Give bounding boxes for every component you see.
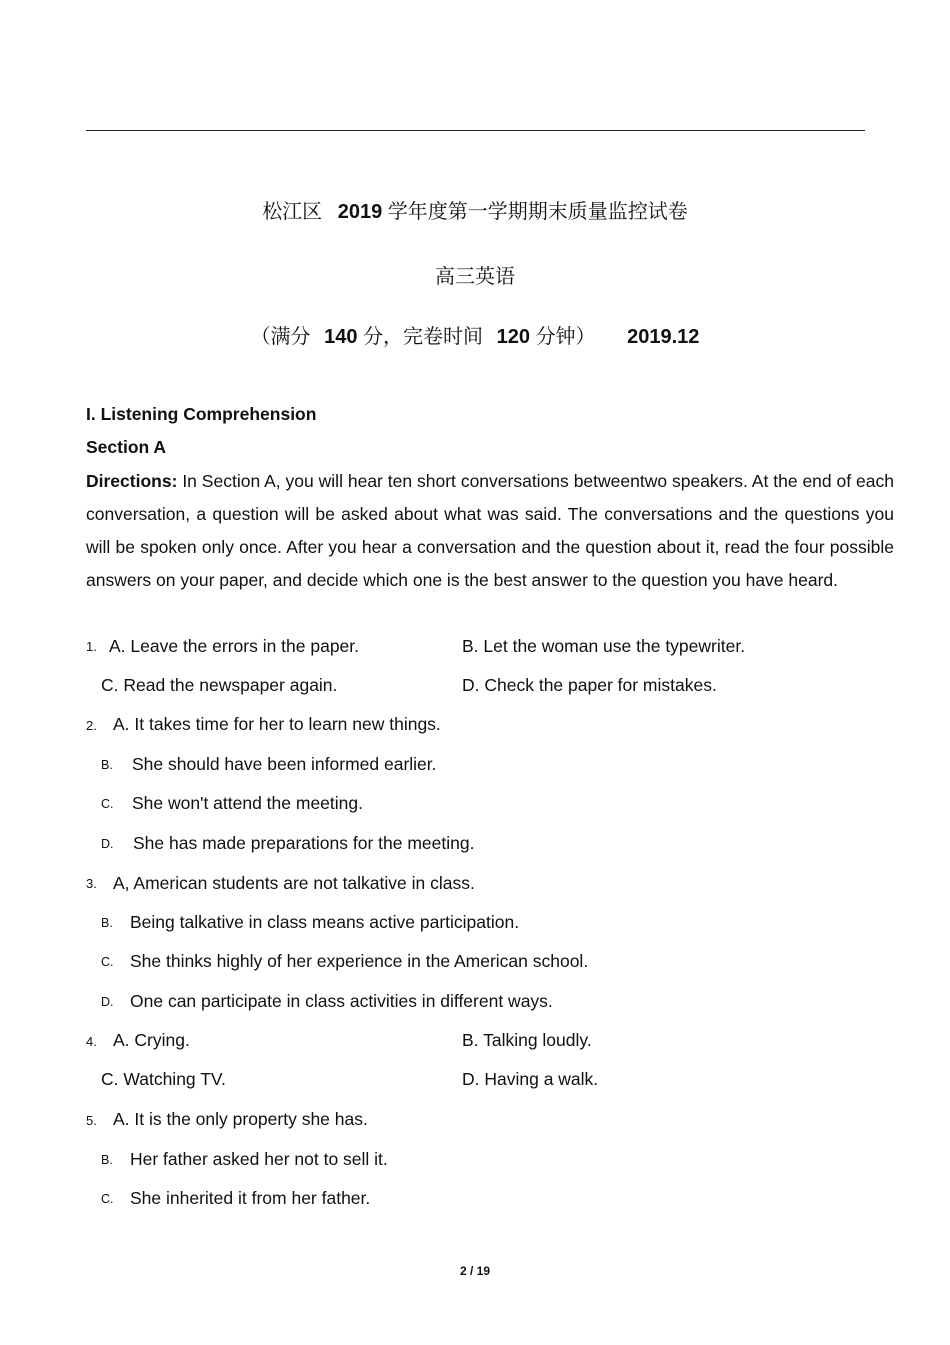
question-5-option-a: A. It is the only property she has. <box>113 1109 368 1129</box>
meta-mid: 分，完卷时间 <box>363 326 484 348</box>
question-5-option-c: She inherited it from her father. <box>130 1188 371 1208</box>
question-4-option-a: A. Crying. <box>113 1030 190 1050</box>
question-5-letter-c: C. <box>101 1192 114 1206</box>
meta-open: （满分 <box>250 326 311 348</box>
question-4-option-b: B. Talking loudly. <box>462 1030 592 1050</box>
question-2-option-d: She has made preparations for the meeting. <box>133 833 475 853</box>
question-3-option-c: She thinks highly of her experience in the American school. <box>130 951 589 971</box>
question-2-option-a: A. It takes time for her to learn new things. <box>113 714 441 734</box>
question-4-option-d: D. Having a walk. <box>462 1069 599 1089</box>
question-1-option-b: B. Let the woman use the typewriter. <box>462 636 746 656</box>
meta-close: 分钟） <box>535 326 596 348</box>
question-2-option-b: She should have been informed earlier. <box>132 754 437 774</box>
question-1-option-c: C. Read the newspaper again. <box>101 675 338 695</box>
question-4-number: 4. <box>86 1034 97 1049</box>
question-3-option-b: Being talkative in class means active participation. <box>130 912 520 932</box>
title-district: 松江区 <box>262 201 323 223</box>
page-number: 2 / 19 <box>459 1264 491 1278</box>
question-1-option-d: D. Check the paper for mistakes. <box>462 675 717 695</box>
meta-time: 120 <box>496 326 530 348</box>
directions <box>86 465 894 597</box>
section-heading: I. Listening Comprehension <box>86 404 317 424</box>
question-5-option-b: Her father asked her not to sell it. <box>130 1149 388 1169</box>
exam-title <box>0 195 950 224</box>
question-3-letter-b: B. <box>101 916 113 930</box>
question-2-letter-d: D. <box>101 837 114 851</box>
question-5-letter-b: B. <box>101 1153 113 1167</box>
meta-date: 2019.12 <box>627 326 700 348</box>
directions-text: In Section A, you will hear ten short conversations betweentwo speakers. At the end of each conversation, a question will be asked about what was said. The conversations and the questions you will be spoken only once. After you hear a conversation and the question about it, read the four possible answers on your paper, and decide which one is the best answer to the question you have heard. <box>86 471 894 590</box>
question-2-letter-b: B. <box>101 758 113 772</box>
title-year: 2019 <box>337 201 383 223</box>
question-2-number: 2. <box>86 718 97 733</box>
question-1-option-a: A. Leave the errors in the paper. <box>109 636 360 656</box>
question-3-option-a: A, American students are not talkative in class. <box>113 873 475 893</box>
exam-subject: 高三英语 <box>435 266 515 288</box>
question-1-number: 1. <box>86 639 97 654</box>
question-3-letter-c: C. <box>101 955 114 969</box>
directions-label: Directions: <box>86 471 178 491</box>
question-5-number: 5. <box>86 1113 97 1128</box>
meta-score: 140 <box>324 326 358 348</box>
section-subheading: Section A <box>86 437 167 457</box>
question-2-letter-c: C. <box>101 797 114 811</box>
exam-meta <box>0 320 950 349</box>
question-3-number: 3. <box>86 876 97 891</box>
header-rule <box>86 130 865 131</box>
title-rest: 学年度第一学期期末质量监控试卷 <box>387 201 688 223</box>
question-2-option-c: She won't attend the meeting. <box>132 793 363 813</box>
question-3-option-d: One can participate in class activities in different ways. <box>130 991 553 1011</box>
question-3-letter-d: D. <box>101 995 114 1009</box>
question-4-option-c: C. Watching TV. <box>101 1069 226 1089</box>
